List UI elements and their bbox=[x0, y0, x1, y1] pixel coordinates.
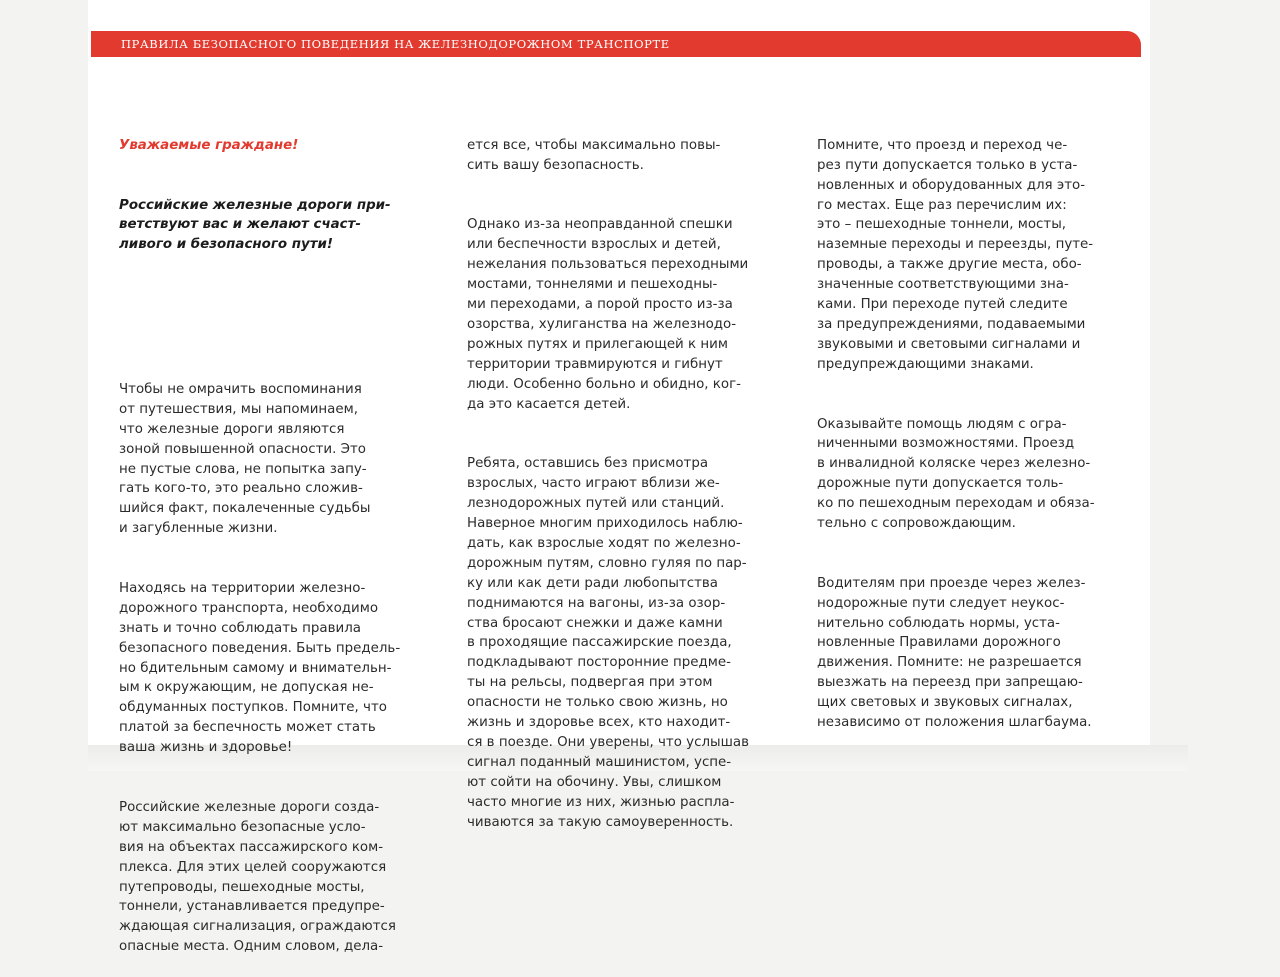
spacer bbox=[119, 295, 400, 340]
text-column-3 bbox=[817, 96, 1095, 753]
paragraph: Находясь на территории железно- дорожного транспорта, необходимо знать и точно соблюдать правила безопасного поведения. Быть предель- но бдительным самому и внимательн- ым к окружающим, не допуская не- обдуманных поступков. Помните, что платой за беспечность может стать ваша жизнь и здоровье! bbox=[119, 580, 401, 756]
text-column-2 bbox=[467, 96, 749, 852]
paragraph: Чтобы не омрачить воспоминания от путешествия, мы напоминаем, что железные дороги являются зоной повышенной опасности. Это не пустые слова, не попытка запу- гать кого-то, это реально сложив- шийся факт, покалеченные судьбы и загубленные жизни. bbox=[119, 381, 371, 537]
section-title: ПРАВИЛА БЕЗОПАСНОГО ПОВЕДЕНИЯ НА ЖЕЛЕЗНОДОРОЖНОМ ТРАНСПОРТЕ bbox=[121, 37, 670, 51]
paragraph: Оказывайте помощь людям с огра- ниченными возможностями. Проезд в инвалидной коляске через железно- дорожные пути допускается толь- ко по пешеходным переходам и обяза- тельно с сопровождающим. bbox=[817, 416, 1095, 532]
paragraph: Российские железные дороги созда- ют максимально безопасные усло- вия на объектах пассажирского ком- плекса. Для этих целей сооружаются путепроводы, пешеходные мосты, тоннели, устанавливается предупре- ждающая сигнализация, ограждаются опасные места. Одним словом, дела- bbox=[119, 799, 396, 955]
paragraph: Ребята, оставшись без присмотра взрослых, часто играют вблизи же- лезнодорожных путей или станций. Наверное многим приходилось наблю- дать, как взрослые ходят по железно- дорожным путям, словно гуляя по пар- ку или как дети ради любопытства поднимаются на вагоны, из-за озор- ства бросают снежки и даже камни в проходящие пассажирские поезда, подкладывают посторонние предме- ты на рельсы, подвергая при этом опасности не только свою жизнь, но жизнь и здоровье всех, кто находит- ся в поезде. Они уверены, что услышав сигнал поданный машинистом, успе- ют сойти на обочину. Увы, слишком часто многие из них, жизнью распла- чиваются за такую самоуверенность. bbox=[467, 456, 749, 830]
greeting-heading: Уважаемые граждане! bbox=[119, 137, 299, 153]
paragraph: ется все, чтобы максимально повы- сить вашу безопасность. bbox=[467, 137, 721, 173]
paragraph: Однако из-за неоправданной спешки или беспечности взрослых и детей, нежелания пользоваться переходными мостами, тоннелями и пешеходны- ми переходами, а порой просто из-за озорства, хулиганства на железнодо- рожных путях и прилегающей к ним территории травмируются и гибнут люди. Особенно больно и обидно, ког- да это касается детей. bbox=[467, 217, 749, 412]
paragraph: Водителям при проезде через желез- нодорожные пути следует неукос- нительно соблюдать нормы, уста- новленные Правилами дорожного движения. Помните: не разрешается выезжать на переезд при запрещаю- щих световых и звуковых сигналах, независимо от положения шлагбаума. bbox=[817, 575, 1092, 731]
welcome-subheading: Российские железные дороги при- ветствуют вас и желают счаст- ливого и безопасного пути! bbox=[119, 197, 391, 253]
paragraph: Помните, что проезд и переход че- рез пути допускается только в уста- новленных и оборудованных для это- го местах. Еще раз перечислим их: это – пешеходные тоннели, мосты, наземные переходы и переезды, путе- проводы, а также другие места, обо- значенные соответствующими зна- ками. При переходе путей следите за предупреждениями, подаваемыми звуковыми и световыми сигналами и предупреждающими знаками. bbox=[817, 137, 1094, 372]
text-column-1 bbox=[119, 96, 400, 977]
